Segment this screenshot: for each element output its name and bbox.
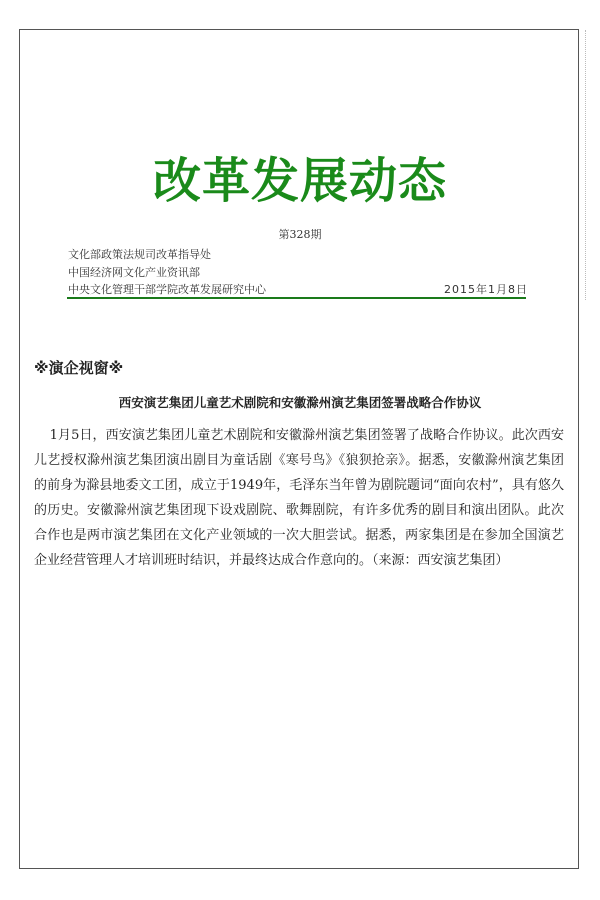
section-title: ※演企视窗※ (34, 359, 124, 377)
issue-number: 第328期 (278, 228, 322, 241)
publish-date: 2015年1月8日 (444, 283, 528, 296)
article-body: 1月5日，西安演艺集团儿童艺术剧院和安徽滁州演艺集团签署了战略合作协议。此次西安儿艺授权滁州演艺集团演出剧目为童话剧《寒号鸟》《狼狈抢亲》。据悉，安徽滁州演艺集团的前身为滁县地委文工团，成立于1949年，毛泽东当年曾为剧院题词“面向农村”，具有悠久的历史。安徽滁州演艺集团现下设戏剧院、歌舞剧院，有许多优秀的剧目和演出团队。此次合作也是两市演艺集团在文化产业领域的一次大胆尝试。据悉，两家集团是在参加全国演艺企业经营管理人才培训班时结识，并最终达成合作意向的。（来源：西安演艺集团） (34, 428, 564, 568)
header-rule (67, 297, 526, 299)
masthead-title: 改革发展动态 (152, 153, 447, 209)
sponsor-line: 文化部政策法规司改革指导处 (68, 248, 211, 261)
article-headline: 西安演艺集团儿童艺术剧院和安徽滁州演艺集团签署战略合作协议 (118, 395, 482, 410)
sponsor-line: 中国经济网文化产业资讯部 (68, 266, 200, 279)
sponsor-line: 中央文化管理干部学院改革发展研究中心 (68, 283, 266, 296)
